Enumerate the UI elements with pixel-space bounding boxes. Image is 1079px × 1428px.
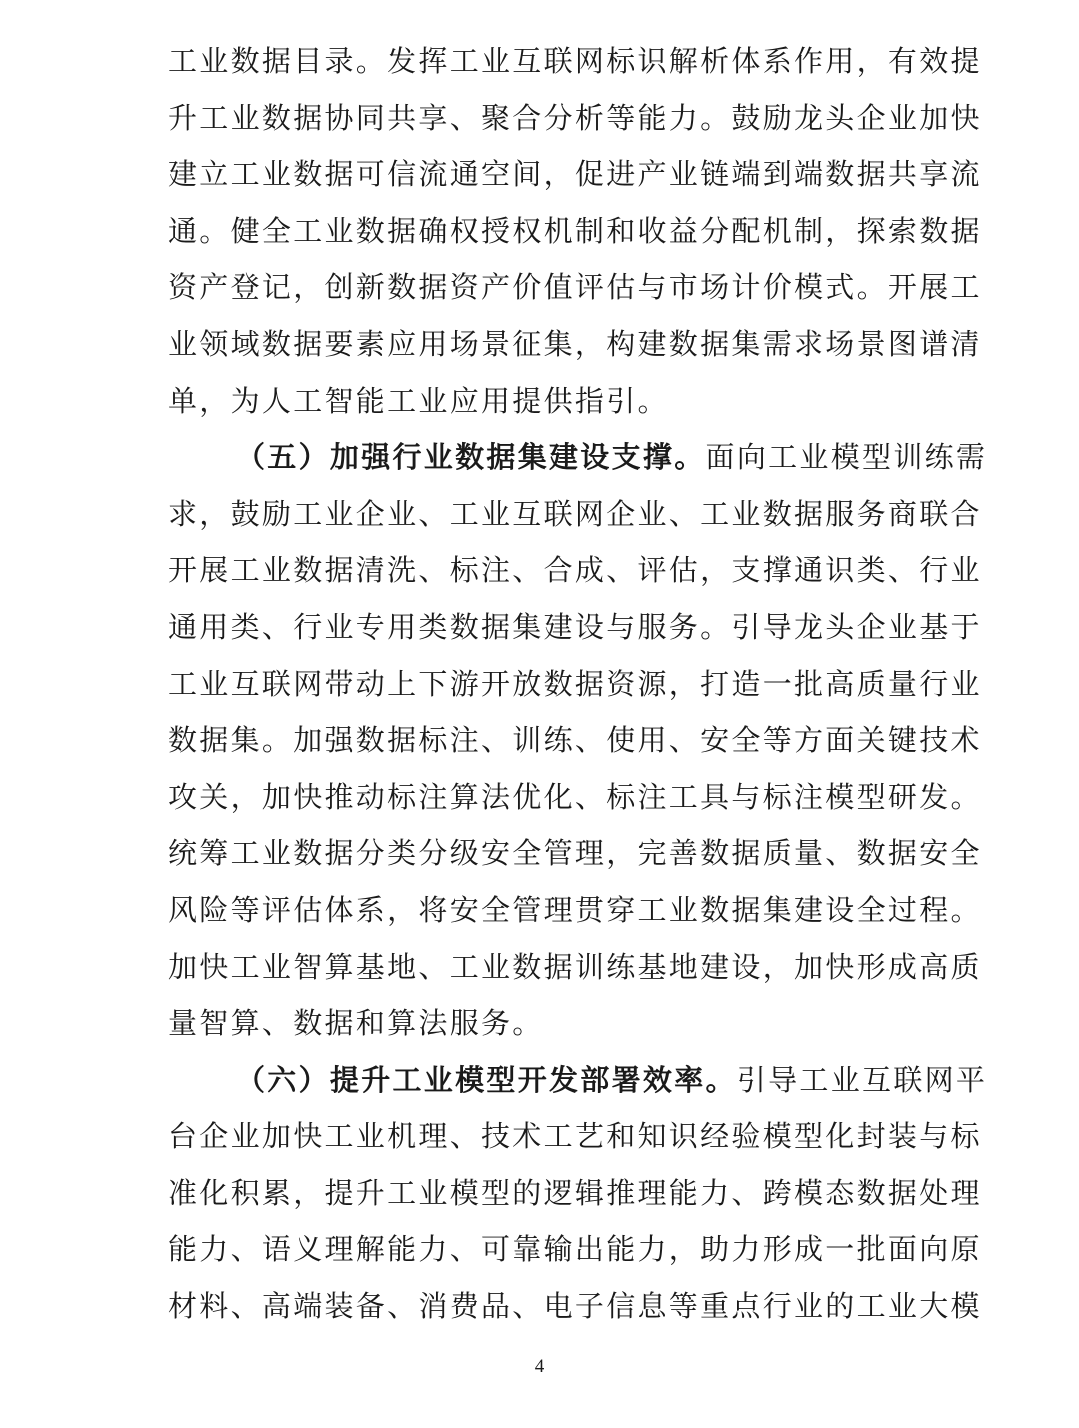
- text-line: 求，鼓励工业企业、工业互联网企业、工业数据服务商联合: [168, 496, 982, 531]
- text-line: 量智算、数据和算法服务。: [168, 1006, 544, 1041]
- text-line: 资产登记，创新数据资产价值评估与市场计价模式。开展工: [168, 270, 982, 305]
- text-line: 工业数据目录。发挥工业互联网标识解析体系作用，有效提: [168, 44, 982, 78]
- paragraph-model-deployment: [168, 1052, 988, 1335]
- text-line: 统筹工业数据分类分级安全管理，完善数据质量、数据安全: [168, 836, 982, 871]
- text-line: 攻关，加快推动标注算法优化、标注工具与标注模型研发。: [168, 779, 982, 814]
- text-line: 通。健全工业数据确权授权机制和收益分配机制，探索数据: [168, 213, 982, 248]
- section-first-line-text: 引导工业互联网平: [736, 1062, 988, 1097]
- text-line: 通用类、行业专用类数据集建设与服务。引导龙头企业基于: [168, 609, 982, 644]
- section-heading-six: （六）提升工业模型开发部署效率。: [236, 1062, 737, 1097]
- text-line: 开展工业数据清洗、标注、合成、评估，支撑通识类、行业: [168, 553, 982, 588]
- body-text: [168, 33, 988, 1335]
- text-line: 能力、语义理解能力、可靠输出能力，助力形成一批面向原: [168, 1232, 982, 1267]
- section-first-line: [168, 1052, 988, 1109]
- section-first-line-text: 面向工业模型训练需: [705, 440, 988, 475]
- section-first-line: [168, 429, 988, 486]
- page-number: 4: [534, 1356, 545, 1377]
- text-line: 台企业加快工业机理、技术工艺和知识经验模型化封装与标: [168, 1119, 982, 1154]
- text-line: 单，为人工智能工业应用提供指引。: [168, 383, 669, 418]
- text-line: 准化积累，提升工业模型的逻辑推理能力、跨模态数据处理: [168, 1175, 982, 1210]
- text-line: 业领域数据要素应用场景征集，构建数据集需求场景图谱清: [168, 326, 982, 361]
- text-line: 升工业数据协同共享、聚合分析等能力。鼓励龙头企业加快: [168, 100, 982, 135]
- text-line: 建立工业数据可信流通空间，促进产业链端到端数据共享流: [168, 157, 982, 192]
- section-heading-five: （五）加强行业数据集建设支撑。: [236, 440, 706, 475]
- text-line: 加快工业智算基地、工业数据训练基地建设，加快形成高质: [168, 949, 982, 984]
- text-line: 材料、高端装备、消费品、电子信息等重点行业的工业大模: [168, 1289, 982, 1324]
- text-line: 数据集。加强数据标注、训练、使用、安全等方面关键技术: [168, 723, 982, 758]
- paragraph-data-catalog: [168, 33, 982, 429]
- paragraph-industry-datasets: [168, 429, 988, 1052]
- text-line: 风险等评估体系，将安全管理贯穿工业数据集建设全过程。: [168, 892, 982, 927]
- text-line: 工业互联网带动上下游开放数据资源，打造一批高质量行业: [168, 666, 982, 701]
